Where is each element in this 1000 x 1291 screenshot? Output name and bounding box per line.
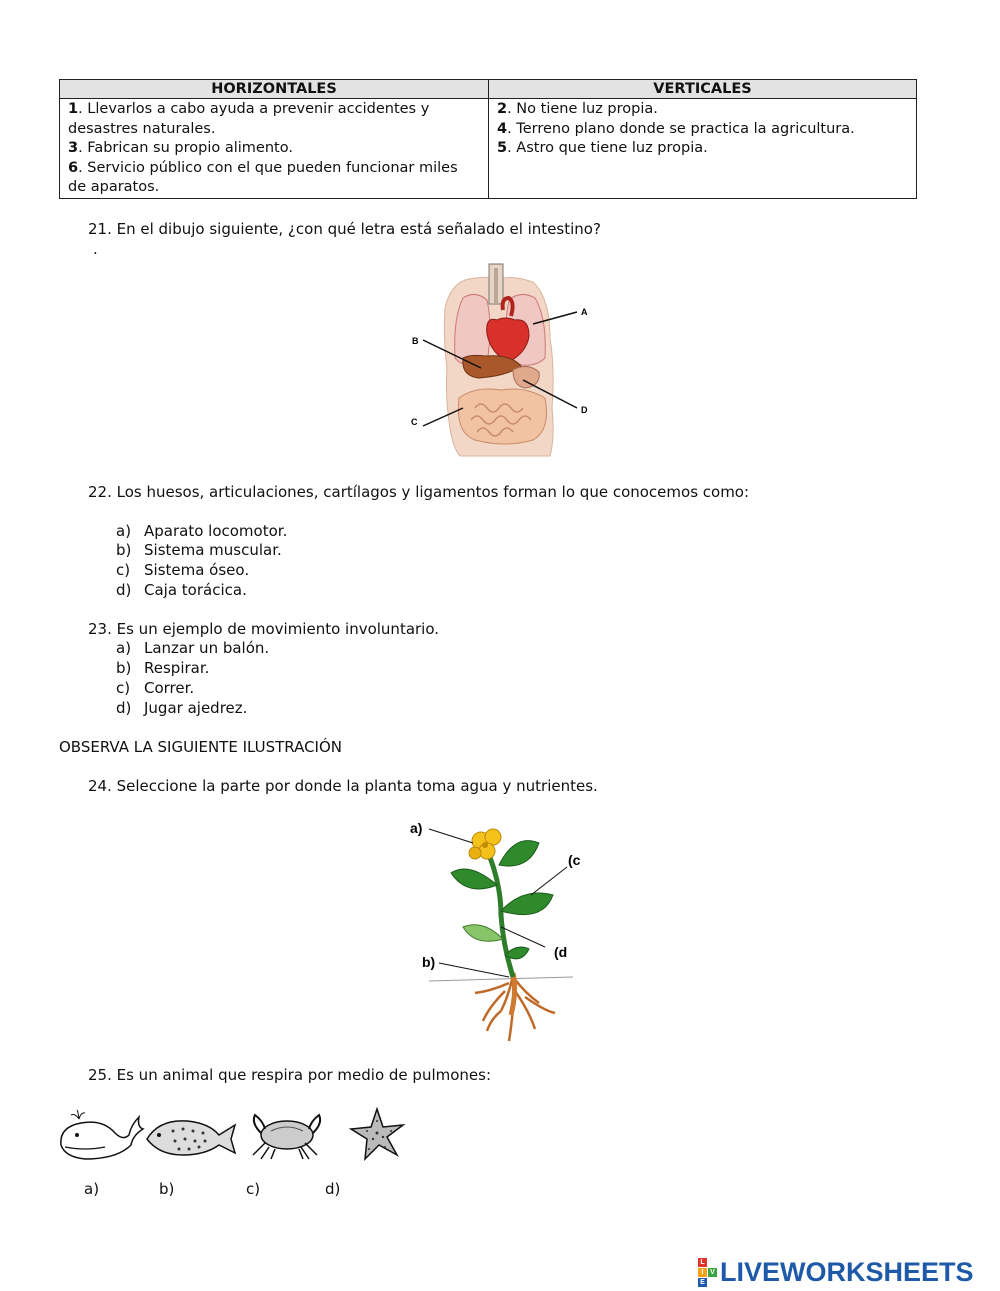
animal-label-a: a) bbox=[84, 1180, 100, 1198]
plant-illustration bbox=[405, 815, 595, 1047]
starfish-icon[interactable] bbox=[351, 1109, 403, 1159]
plant-label-d: (d bbox=[554, 944, 568, 960]
q23-option-d[interactable]: d) Jugar ajedrez. bbox=[116, 699, 248, 717]
plant-label-c: (c bbox=[568, 852, 581, 868]
horizontales-cell bbox=[60, 99, 489, 199]
q22-option-c[interactable]: c) Sistema óseo. bbox=[116, 561, 250, 579]
q22-option-d[interactable]: d) Caja torácica. bbox=[116, 581, 247, 599]
clue-v2: 2. No tiene luz propia. bbox=[497, 101, 658, 117]
q23-option-c[interactable]: c) Correr. bbox=[116, 679, 195, 697]
header-verticales: VERTICALES bbox=[489, 80, 917, 99]
question-22: 22. Los huesos, articulaciones, cartílagos y ligamentos forman lo que conocemos como: bbox=[88, 483, 750, 501]
organ-label-a: A bbox=[581, 307, 588, 317]
whale-icon[interactable] bbox=[61, 1110, 143, 1159]
logo-text: LIVEWORKSHEETS bbox=[720, 1256, 974, 1287]
logo-cubes-icon: L I V E bbox=[698, 1258, 717, 1287]
clues-table bbox=[59, 79, 917, 199]
q22-option-a[interactable]: a) Aparato locomotor. bbox=[116, 522, 288, 540]
question-21: 21. En el dibujo siguiente, ¿con qué letra está señalado el intestino? bbox=[88, 220, 601, 238]
animal-label-b: b) bbox=[159, 1180, 175, 1198]
liveworksheets-logo bbox=[698, 1257, 974, 1287]
observe-heading: OBSERVA LA SIGUIENTE ILUSTRACIÓN bbox=[59, 738, 343, 756]
header-horizontales: HORIZONTALES bbox=[60, 80, 489, 99]
clue-h3: 3. Fabrican su propio alimento. bbox=[68, 140, 293, 157]
organ-label-d: D bbox=[581, 405, 588, 415]
animal-label-c: c) bbox=[246, 1180, 261, 1198]
q22-option-b[interactable]: b) Sistema muscular. bbox=[116, 541, 282, 559]
human-organs-illustration bbox=[405, 258, 600, 458]
question-24: 24. Seleccione la parte por donde la planta toma agua y nutrientes. bbox=[88, 777, 598, 795]
question-25: 25. Es un animal que respira por medio de pulmones: bbox=[88, 1066, 492, 1084]
q23-option-b[interactable]: b) Respirar. bbox=[116, 659, 210, 677]
organ-label-c: C bbox=[411, 417, 418, 427]
animal-label-d: d) bbox=[325, 1180, 341, 1198]
organ-label-b: B bbox=[412, 336, 419, 346]
animals-row bbox=[55, 1105, 415, 1165]
fish-icon[interactable] bbox=[147, 1121, 235, 1155]
verticales-cell bbox=[489, 99, 917, 199]
question-23: 23. Es un ejemplo de movimiento involuntario. bbox=[88, 620, 440, 638]
clue-h6: 6. Servicio público con el que pueden funcionar miles de aparatos. bbox=[68, 159, 458, 196]
clue-v4: 4. Terreno plano donde se practica la agricultura. bbox=[497, 120, 855, 137]
clue-v5: 5. Astro que tiene luz propia. bbox=[497, 140, 708, 157]
q23-option-a[interactable]: a) Lanzar un balón. bbox=[116, 639, 270, 657]
plant-label-b: b) bbox=[422, 954, 436, 970]
question-21-dot: . bbox=[93, 240, 98, 258]
clue-h1: 1. Llevarlos a cabo ayuda a prevenir accidentes y desastres naturales. bbox=[68, 101, 430, 137]
crab-icon[interactable] bbox=[253, 1115, 320, 1159]
plant-label-a: a) bbox=[410, 820, 423, 836]
